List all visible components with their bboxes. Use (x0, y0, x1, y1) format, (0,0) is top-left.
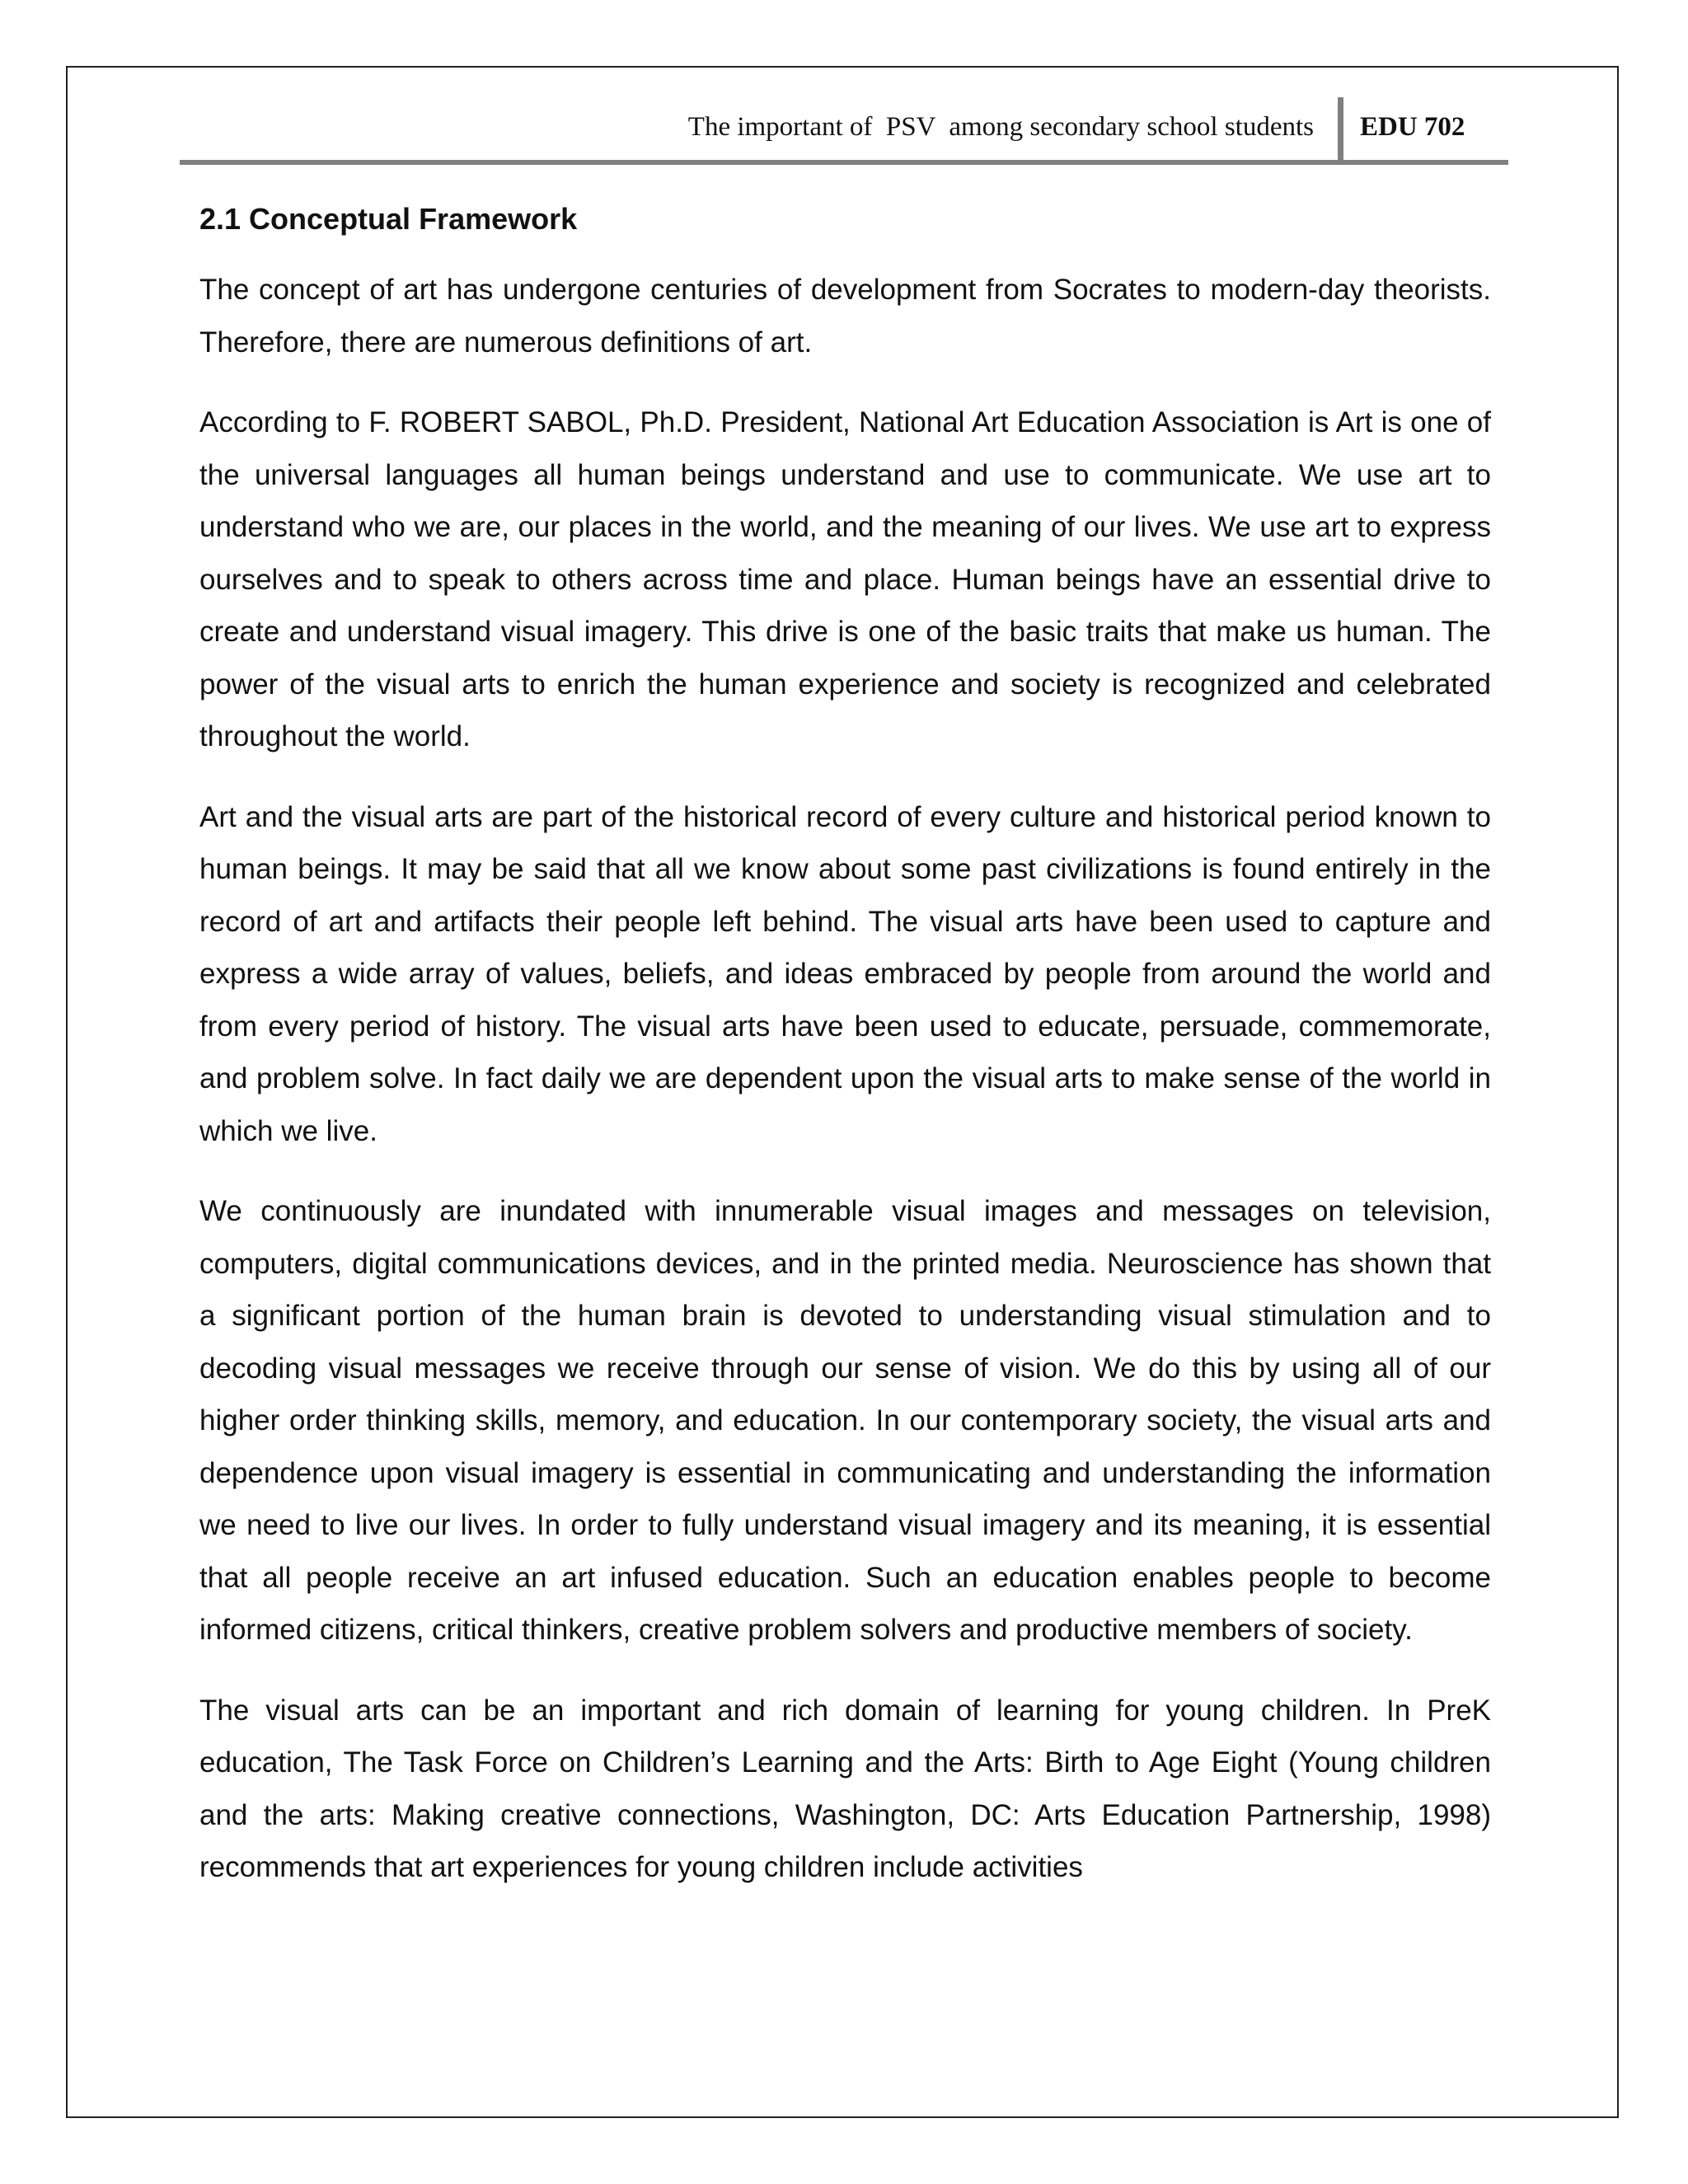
header-divider (1338, 97, 1343, 162)
section-heading: 2.1 Conceptual Framework (199, 202, 578, 236)
paragraph-sabol: According to F. ROBERT SABOL, Ph.D. President, National Art Education Association is Art is one of the universal languages all human beings understand and use to communicate. We use art to understand who we are, our places in the world, and the meaning of our lives. We use art to express ourselves and to speak to others across time and place. Human beings have an essential drive to create and understand visual imagery. This drive is one of the basic traits that make us human. The power of the visual arts to enrich the human experience and society is recognized and celebrated throughout the world. (199, 406, 1491, 752)
header-title: The important of PSV among secondary school students (687, 112, 1314, 142)
paragraph-visual-imagery: We continuously are inundated with innumerable visual images and messages on television, computers, digital communications devices, and in the printed media. Neuroscience has shown that a significant portion of the human brain is devoted to understanding visual stimulation and to decoding visual messages we receive through our sense of vision. We do this by using all of our higher order thinking skills, memory, and education. In our contemporary society, the visual arts and dependence upon visual imagery is essential in communicating and understanding the information we need to live our lives. In order to fully understand visual imagery and its meaning, it is essential that all people receive an art infused education. Such an education enables people to become informed citizens, critical thinkers, creative problem solvers and productive members of society. (199, 1195, 1491, 1646)
running-header (180, 97, 1508, 165)
page-content (199, 196, 1491, 1922)
paragraph-young-children: The visual arts can be an important and rich domain of learning for young children. In PreK education, The Task Force on Children’s Learning and the Arts: Birth to Age Eight (Young children and the arts: Making creative connections, Washington, DC: Arts Education Partnership, 1998) recommends that art experiences for young children include activities (199, 1694, 1491, 1883)
header-course-code: EDU 702 (1360, 112, 1465, 142)
paragraph-art-definitions: The concept of art has undergone centuries of development from Socrates to modern-day theorists. Therefore, there are numerous definitions of art. (199, 274, 1491, 359)
paragraph-historical-record: Art and the visual arts are part of the historical record of every culture and historical period known to human beings. It may be said that all we know about some past civilizations is found entirely in the record of art and artifacts their people left behind. The visual arts have been used to capture and express a wide array of values, beliefs, and ideas embraced by people from around the world and from every period of history. The visual arts have been used to educate, persuade, commemorate, and problem solve. In fact daily we are dependent upon the visual arts to make sense of the world in which we live. (199, 800, 1491, 1147)
